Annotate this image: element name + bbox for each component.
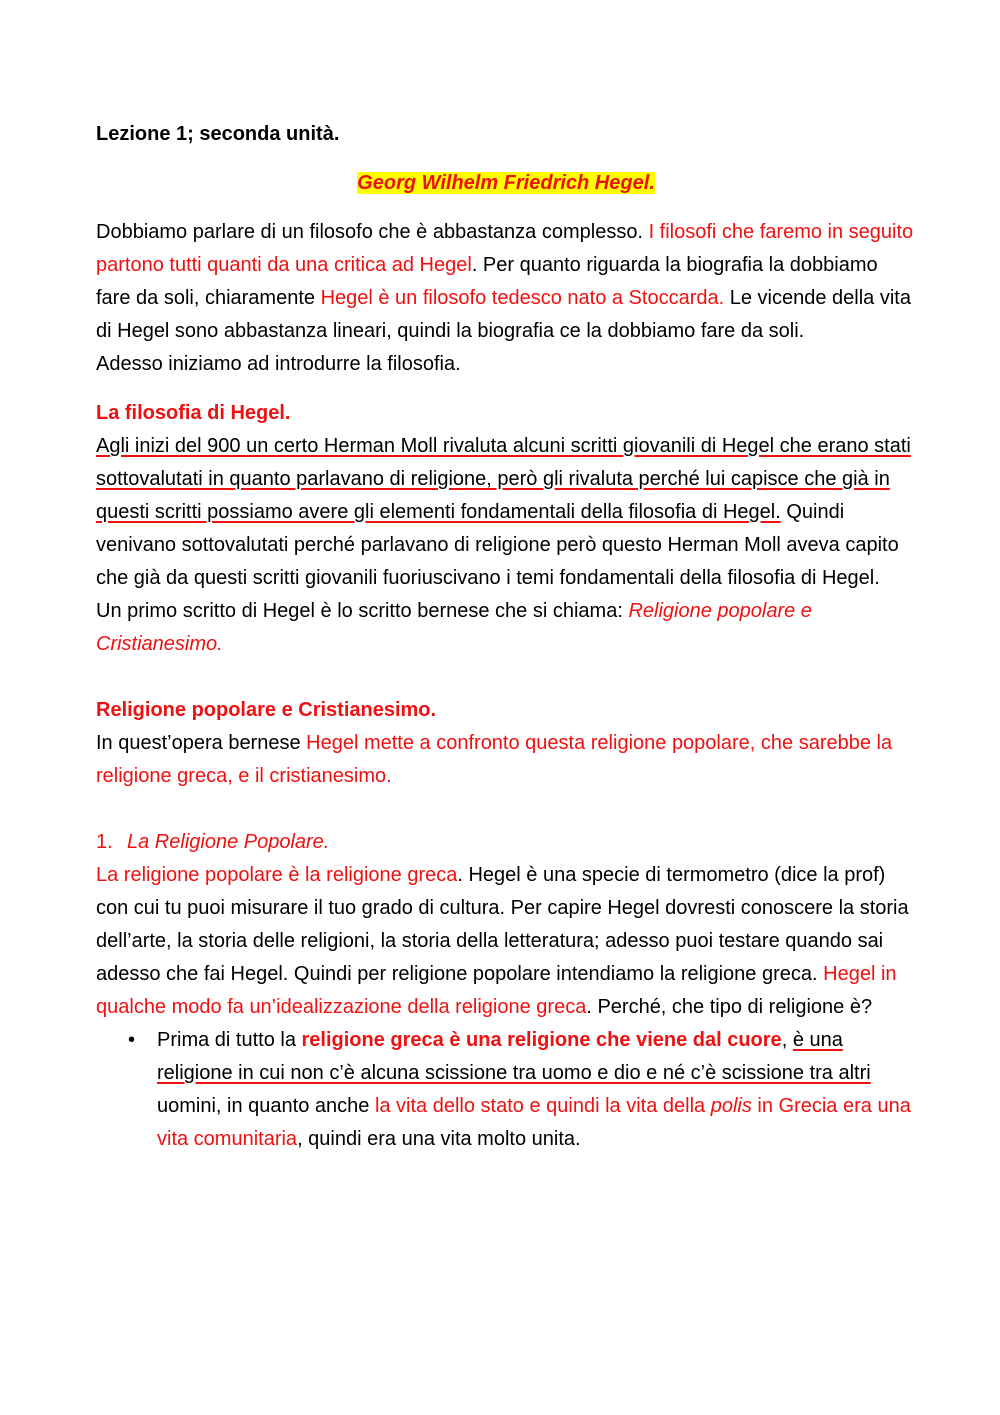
spacer bbox=[96, 381, 916, 397]
document-title: Georg Wilhelm Friedrich Hegel. bbox=[357, 172, 655, 194]
section2-heading: Religione popolare e Cristianesimo. bbox=[96, 699, 437, 721]
document-page bbox=[96, 118, 916, 1156]
item1-red2: Hegel in qualche modo fa un’idealizzazione della religione greca bbox=[96, 963, 897, 1018]
section2-text: In quest’opera bernese bbox=[96, 732, 307, 754]
section1-line2 bbox=[96, 595, 916, 661]
spacer bbox=[96, 200, 916, 216]
bullet-t1: Prima di tutto la bbox=[157, 1029, 302, 1051]
bullet-t6: la vita dello stato e quindi la vita della bbox=[374, 1095, 711, 1117]
section2-paragraph bbox=[96, 727, 916, 793]
spacer bbox=[96, 661, 916, 694]
section1-underlined: Agli inizi del 900 un certo Herman Moll rivaluta alcuni scritti giovanili di Hegel che erano stati sottovalutati in quanto parlavano di religione, però gli rivaluta perché lui capisce che già in questi scritti possiamo avere gli elementi fondamentali della filosofia di Hegel. bbox=[96, 435, 911, 523]
bullet-t4: è una religione in cui non c’è alcuna scissione tra uomo e dio e né c’è scissione tra altri bbox=[157, 1029, 871, 1084]
bullet-t9: , quindi era una vita molto unita. bbox=[297, 1128, 581, 1150]
section1-work-title: Religione popolare e Cristianesimo. bbox=[96, 600, 812, 655]
bullet-t5: uomini, in quanto anche bbox=[157, 1095, 375, 1117]
item-number: 1. bbox=[96, 831, 113, 853]
spacer bbox=[96, 793, 916, 826]
title-line bbox=[96, 167, 916, 200]
section1-heading: La filosofia di Hegel. bbox=[96, 402, 291, 424]
bullet-text bbox=[157, 1024, 916, 1156]
item-title: La Religione Popolare. bbox=[127, 831, 330, 853]
lesson-heading: Lezione 1; seconda unità. bbox=[96, 123, 340, 145]
section1-line2-text: Un primo scritto di Hegel è lo scritto bernese che si chiama: bbox=[96, 600, 629, 622]
section1-rest: Quindi venivano sottovalutati perché parlavano di religione però questo Herman Moll aveva capito che già da questi scritti giovanili fuoriuscivano i temi fondamentali della filosofia di Hegel. bbox=[96, 501, 899, 589]
item1-text2: . Hegel è una specie di termometro (dice la prof) con cui tu puoi misurare il tuo grado di cultura. Per capire Hegel dovresti conoscere la storia dell’arte, la storia delle religioni, la storia della letteratura; adesso puoi testare quando sai adesso che fai Hegel. Quindi per religione popolare intendiamo la religione greca. bbox=[96, 864, 909, 985]
item1-text3: . Perché, che tipo di religione è? bbox=[586, 996, 873, 1018]
bullet-t2: religione greca è una religione che viene dal cuore bbox=[301, 1029, 782, 1051]
bullet-icon: • bbox=[128, 1029, 136, 1051]
item1-red1: La religione popolare è la religione greca bbox=[96, 864, 458, 886]
intro-s3: . Per quanto riguarda la biografia la dobbiamo fare da soli, chiaramente bbox=[96, 254, 878, 309]
section1-paragraph bbox=[96, 430, 916, 595]
bullet-list-item bbox=[128, 1024, 916, 1156]
numbered-item-title bbox=[96, 826, 916, 859]
intro-s2: I filosofi che faremo in seguito partono tutti quanti da una critica ad Hegel bbox=[96, 221, 914, 276]
intro-closing: Adesso iniziamo ad introdurre la filosofia. bbox=[96, 353, 461, 375]
intro-s4: Hegel è un filosofo tedesco nato a Stoccarda. bbox=[320, 287, 725, 309]
intro-s5: Le vicende della vita di Hegel sono abbastanza lineari, quindi la biografia ce la dobbiamo fare da soli. bbox=[96, 287, 911, 342]
section2-red-text: Hegel mette a confronto questa religione popolare, che sarebbe la religione greca, e il cristianesimo. bbox=[96, 732, 893, 787]
bullet-t3: , bbox=[781, 1029, 793, 1051]
bullet-t7: polis bbox=[710, 1095, 752, 1117]
intro-paragraph bbox=[96, 216, 916, 348]
bullet-t8: in Grecia era una vita comunitaria bbox=[157, 1095, 911, 1150]
intro-s1: Dobbiamo parlare di un filosofo che è abbastanza complesso. bbox=[96, 221, 649, 243]
item1-paragraph bbox=[96, 859, 916, 1024]
